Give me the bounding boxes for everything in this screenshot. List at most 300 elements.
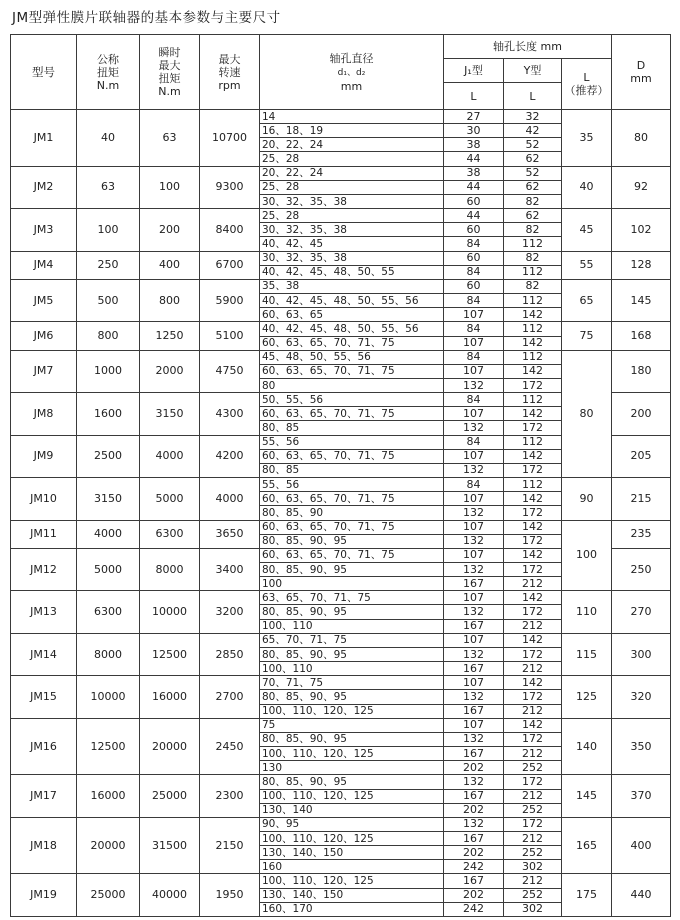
nominal-torque-cell: 100: [77, 209, 140, 251]
max-speed-cell: 10700: [200, 110, 260, 167]
bore-diameter-cell: 20、22、24: [260, 138, 444, 152]
nominal-torque-cell: 16000: [77, 775, 140, 817]
table-row: [11, 322, 671, 336]
y-length-cell: 212: [504, 577, 562, 591]
y-length-cell: 172: [504, 732, 562, 746]
j-length-cell: 84: [444, 393, 504, 407]
j-length-cell: 202: [444, 888, 504, 902]
y-length-cell: 62: [504, 180, 562, 194]
max-speed-cell: 4750: [200, 350, 260, 392]
nominal-torque-cell: 10000: [77, 676, 140, 718]
model-cell: JM13: [11, 591, 77, 633]
header-nominal-torque: 公称 扭矩 N.m: [77, 35, 140, 110]
d-cell: 250: [612, 548, 671, 590]
bore-diameter-cell: 80、85、90、95: [260, 732, 444, 746]
y-length-cell: 82: [504, 194, 562, 208]
j-length-cell: 132: [444, 817, 504, 831]
j-length-cell: 167: [444, 874, 504, 888]
max-speed-cell: 6700: [200, 251, 260, 279]
y-length-cell: 142: [504, 492, 562, 506]
bore-diameter-cell: 60、63、65、70、71、75: [260, 520, 444, 534]
table-row: [11, 633, 671, 647]
l-recommended-cell: 45: [562, 209, 612, 251]
table-row: [11, 209, 671, 223]
bore-diameter-cell: 55、56: [260, 478, 444, 492]
bore-diameter-cell: 80、85、90、95: [260, 690, 444, 704]
max-speed-cell: 2700: [200, 676, 260, 718]
model-cell: JM5: [11, 279, 77, 321]
j-length-cell: 202: [444, 846, 504, 860]
model-cell: JM19: [11, 874, 77, 916]
bore-diameter-cell: 100: [260, 577, 444, 591]
d-cell: 235: [612, 520, 671, 548]
bore-diameter-cell: 63、65、70、71、75: [260, 591, 444, 605]
l-recommended-cell: 115: [562, 633, 612, 675]
max-speed-cell: 8400: [200, 209, 260, 251]
j-length-cell: 107: [444, 676, 504, 690]
j-length-cell: 107: [444, 718, 504, 732]
l-recommended-cell: 145: [562, 775, 612, 817]
max-speed-cell: 2450: [200, 718, 260, 775]
bore-diameter-cell: 100、110: [260, 619, 444, 633]
table-row: [11, 350, 671, 364]
y-length-cell: 62: [504, 209, 562, 223]
j-length-cell: 202: [444, 803, 504, 817]
j-length-cell: 132: [444, 421, 504, 435]
y-length-cell: 52: [504, 166, 562, 180]
j-length-cell: 132: [444, 463, 504, 477]
d-cell: 102: [612, 209, 671, 251]
nominal-torque-cell: 40: [77, 110, 140, 167]
model-cell: JM3: [11, 209, 77, 251]
peak-torque-cell: 3150: [140, 393, 200, 435]
nominal-torque-cell: 20000: [77, 817, 140, 874]
bore-diameter-cell: 100、110、120、125: [260, 704, 444, 718]
table-row: [11, 166, 671, 180]
y-length-cell: 112: [504, 435, 562, 449]
j-length-cell: 44: [444, 180, 504, 194]
bore-diameter-cell: 20、22、24: [260, 166, 444, 180]
bore-diameter-cell: 30、32、35、38: [260, 251, 444, 265]
max-speed-cell: 4200: [200, 435, 260, 477]
model-cell: JM7: [11, 350, 77, 392]
peak-torque-cell: 63: [140, 110, 200, 167]
header-l-recommended: L （推荐）: [562, 59, 612, 110]
j-length-cell: 107: [444, 520, 504, 534]
l-recommended-cell: 100: [562, 520, 612, 591]
nominal-torque-cell: 2500: [77, 435, 140, 477]
l-recommended-cell: 55: [562, 251, 612, 279]
j-length-cell: 84: [444, 294, 504, 308]
l-recommended-cell: 90: [562, 478, 612, 520]
model-cell: JM9: [11, 435, 77, 477]
d-cell: 370: [612, 775, 671, 817]
peak-torque-cell: 1250: [140, 322, 200, 350]
bore-diameter-cell: 40、42、45、48、50、55: [260, 265, 444, 279]
y-length-cell: 172: [504, 817, 562, 831]
y-length-cell: 252: [504, 761, 562, 775]
model-cell: JM11: [11, 520, 77, 548]
nominal-torque-cell: 800: [77, 322, 140, 350]
table-row: [11, 110, 671, 124]
j-length-cell: 60: [444, 223, 504, 237]
bore-diameter-cell: 100、110、120、125: [260, 831, 444, 845]
l-recommended-cell: 75: [562, 322, 612, 350]
table-row: [11, 478, 671, 492]
j-length-cell: 60: [444, 194, 504, 208]
y-length-cell: 212: [504, 874, 562, 888]
nominal-torque-cell: 5000: [77, 548, 140, 590]
max-speed-cell: 2300: [200, 775, 260, 817]
bore-diameter-cell: 40、42、45: [260, 237, 444, 251]
nominal-torque-cell: 63: [77, 166, 140, 208]
bore-diameter-cell: 80: [260, 378, 444, 392]
peak-torque-cell: 200: [140, 209, 200, 251]
j-length-cell: 84: [444, 435, 504, 449]
bore-diameter-cell: 60、63、65、70、71、75: [260, 492, 444, 506]
y-length-cell: 302: [504, 902, 562, 916]
bore-diameter-cell: 130、140: [260, 803, 444, 817]
max-speed-cell: 2150: [200, 817, 260, 874]
bore-diameter-cell: 130、140、150: [260, 888, 444, 902]
model-cell: JM16: [11, 718, 77, 775]
bore-diameter-cell: 30、32、35、38: [260, 223, 444, 237]
y-length-cell: 212: [504, 619, 562, 633]
max-speed-cell: 3200: [200, 591, 260, 633]
header-y-l: L: [504, 83, 562, 110]
bore-diameter-cell: 100、110: [260, 662, 444, 676]
model-cell: JM15: [11, 676, 77, 718]
bore-diameter-cell: 60、63、65、70、71、75: [260, 407, 444, 421]
d-cell: 128: [612, 251, 671, 279]
j-length-cell: 132: [444, 506, 504, 520]
y-length-cell: 142: [504, 364, 562, 378]
bore-diameter-cell: 25、28: [260, 209, 444, 223]
j-length-cell: 242: [444, 902, 504, 916]
y-length-cell: 212: [504, 789, 562, 803]
j-length-cell: 132: [444, 690, 504, 704]
j-length-cell: 132: [444, 563, 504, 577]
j-length-cell: 132: [444, 775, 504, 789]
y-length-cell: 112: [504, 322, 562, 336]
parameters-table: [10, 34, 671, 917]
peak-torque-cell: 40000: [140, 874, 200, 916]
model-cell: JM18: [11, 817, 77, 874]
max-speed-cell: 5100: [200, 322, 260, 350]
j-length-cell: 107: [444, 548, 504, 562]
y-length-cell: 172: [504, 605, 562, 619]
l-recommended-cell: 40: [562, 166, 612, 208]
y-length-cell: 142: [504, 407, 562, 421]
header-shaft-length: 轴孔长度 mm: [444, 35, 612, 59]
d-cell: 168: [612, 322, 671, 350]
bore-diameter-cell: 25、28: [260, 180, 444, 194]
y-length-cell: 142: [504, 676, 562, 690]
d-cell: 215: [612, 478, 671, 520]
peak-torque-cell: 8000: [140, 548, 200, 590]
j-length-cell: 60: [444, 279, 504, 293]
nominal-torque-cell: 25000: [77, 874, 140, 916]
peak-torque-cell: 25000: [140, 775, 200, 817]
nominal-torque-cell: 8000: [77, 633, 140, 675]
peak-torque-cell: 800: [140, 279, 200, 321]
table-row: [11, 591, 671, 605]
y-length-cell: 252: [504, 888, 562, 902]
bore-diameter-cell: 80、85、90、95: [260, 647, 444, 661]
bore-diameter-cell: 16、18、19: [260, 124, 444, 138]
peak-torque-cell: 31500: [140, 817, 200, 874]
bore-diameter-cell: 80、85: [260, 463, 444, 477]
nominal-torque-cell: 500: [77, 279, 140, 321]
j-length-cell: 202: [444, 761, 504, 775]
j-length-cell: 167: [444, 747, 504, 761]
model-cell: JM8: [11, 393, 77, 435]
bore-diameter-cell: 90、95: [260, 817, 444, 831]
d-cell: 205: [612, 435, 671, 477]
peak-torque-cell: 2000: [140, 350, 200, 392]
bore-diameter-cell: 160: [260, 860, 444, 874]
j-length-cell: 242: [444, 860, 504, 874]
j-length-cell: 38: [444, 138, 504, 152]
y-length-cell: 142: [504, 449, 562, 463]
y-length-cell: 172: [504, 421, 562, 435]
bore-diameter-cell: 70、71、75: [260, 676, 444, 690]
max-speed-cell: 5900: [200, 279, 260, 321]
j-length-cell: 167: [444, 662, 504, 676]
peak-torque-cell: 10000: [140, 591, 200, 633]
model-cell: JM2: [11, 166, 77, 208]
header-model: 型号: [11, 35, 77, 110]
y-length-cell: 172: [504, 647, 562, 661]
y-length-cell: 142: [504, 718, 562, 732]
j-length-cell: 107: [444, 407, 504, 421]
peak-torque-cell: 400: [140, 251, 200, 279]
header-peak-torque: 瞬时 最大 扭矩 N.m: [140, 35, 200, 110]
nominal-torque-cell: 6300: [77, 591, 140, 633]
j-length-cell: 44: [444, 209, 504, 223]
y-length-cell: 112: [504, 237, 562, 251]
page-title: JM型弹性膜片联轴器的基本参数与主要尺寸: [12, 10, 281, 26]
l-recommended-cell: 80: [562, 350, 612, 477]
model-cell: JM14: [11, 633, 77, 675]
bore-diameter-cell: 65、70、71、75: [260, 633, 444, 647]
j-length-cell: 84: [444, 322, 504, 336]
nominal-torque-cell: 250: [77, 251, 140, 279]
y-length-cell: 62: [504, 152, 562, 166]
table-row: [11, 874, 671, 888]
bore-diameter-cell: 100、110、120、125: [260, 874, 444, 888]
y-length-cell: 32: [504, 110, 562, 124]
model-cell: JM4: [11, 251, 77, 279]
peak-torque-cell: 4000: [140, 435, 200, 477]
bore-diameter-cell: 130: [260, 761, 444, 775]
bore-diameter-cell: 60、63、65、70、71、75: [260, 336, 444, 350]
peak-torque-cell: 100: [140, 166, 200, 208]
peak-torque-cell: 6300: [140, 520, 200, 548]
bore-diameter-cell: 50、55、56: [260, 393, 444, 407]
l-recommended-cell: 175: [562, 874, 612, 916]
j-length-cell: 107: [444, 633, 504, 647]
max-speed-cell: 4000: [200, 478, 260, 520]
nominal-torque-cell: 4000: [77, 520, 140, 548]
j-length-cell: 44: [444, 152, 504, 166]
l-recommended-cell: 125: [562, 676, 612, 718]
y-length-cell: 142: [504, 336, 562, 350]
peak-torque-cell: 20000: [140, 718, 200, 775]
nominal-torque-cell: 3150: [77, 478, 140, 520]
d-cell: 270: [612, 591, 671, 633]
j-length-cell: 38: [444, 166, 504, 180]
l-recommended-cell: 35: [562, 110, 612, 167]
y-length-cell: 112: [504, 294, 562, 308]
bore-diameter-cell: 55、56: [260, 435, 444, 449]
bore-diameter-cell: 80、85: [260, 421, 444, 435]
y-length-cell: 112: [504, 350, 562, 364]
y-length-cell: 142: [504, 520, 562, 534]
bore-diameter-cell: 80、85、90、95: [260, 775, 444, 789]
nominal-torque-cell: 1600: [77, 393, 140, 435]
l-recommended-cell: 140: [562, 718, 612, 775]
j-length-cell: 27: [444, 110, 504, 124]
bore-diameter-cell: 160、170: [260, 902, 444, 916]
max-speed-cell: 2850: [200, 633, 260, 675]
max-speed-cell: 1950: [200, 874, 260, 916]
bore-diameter-cell: 130、140、150: [260, 846, 444, 860]
header-max-speed: 最大 转速 rpm: [200, 35, 260, 110]
d-cell: 440: [612, 874, 671, 916]
table-row: [11, 251, 671, 265]
table-row: [11, 718, 671, 732]
max-speed-cell: 4300: [200, 393, 260, 435]
y-length-cell: 212: [504, 831, 562, 845]
j-length-cell: 84: [444, 237, 504, 251]
bore-diameter-cell: 40、42、45、48、50、55、56: [260, 322, 444, 336]
y-length-cell: 252: [504, 803, 562, 817]
j-length-cell: 107: [444, 336, 504, 350]
bore-diameter-cell: 40、42、45、48、50、55、56: [260, 294, 444, 308]
bore-diameter-cell: 45、48、50、55、56: [260, 350, 444, 364]
l-recommended-cell: 165: [562, 817, 612, 874]
d-cell: 350: [612, 718, 671, 775]
bore-diameter-cell: 60、63、65、70、71、75: [260, 364, 444, 378]
j-length-cell: 132: [444, 605, 504, 619]
y-length-cell: 252: [504, 846, 562, 860]
y-length-cell: 172: [504, 378, 562, 392]
y-length-cell: 172: [504, 463, 562, 477]
table-row: [11, 520, 671, 534]
j-length-cell: 167: [444, 619, 504, 633]
header-bore-diameter: 轴孔直径 d₁、d₂ mm: [260, 35, 444, 110]
l-recommended-cell: 110: [562, 591, 612, 633]
bore-diameter-cell: 30、32、35、38: [260, 194, 444, 208]
header-d: D mm: [612, 35, 671, 110]
header-j-type: J₁型: [444, 59, 504, 83]
model-cell: JM17: [11, 775, 77, 817]
y-length-cell: 172: [504, 775, 562, 789]
j-length-cell: 132: [444, 647, 504, 661]
nominal-torque-cell: 1000: [77, 350, 140, 392]
d-cell: 200: [612, 393, 671, 435]
y-length-cell: 112: [504, 265, 562, 279]
bore-diameter-cell: 80、85、90、95: [260, 563, 444, 577]
j-length-cell: 132: [444, 378, 504, 392]
bore-diameter-cell: 100、110、120、125: [260, 747, 444, 761]
peak-torque-cell: 5000: [140, 478, 200, 520]
j-length-cell: 167: [444, 704, 504, 718]
bore-diameter-cell: 100、110、120、125: [260, 789, 444, 803]
nominal-torque-cell: 12500: [77, 718, 140, 775]
table-row: [11, 775, 671, 789]
bore-diameter-cell: 35、38: [260, 279, 444, 293]
y-length-cell: 82: [504, 251, 562, 265]
max-speed-cell: 3650: [200, 520, 260, 548]
y-length-cell: 212: [504, 662, 562, 676]
y-length-cell: 112: [504, 478, 562, 492]
d-cell: 300: [612, 633, 671, 675]
max-speed-cell: 3400: [200, 548, 260, 590]
table-row: [11, 817, 671, 831]
d-cell: 80: [612, 110, 671, 167]
header-j-l: L: [444, 83, 504, 110]
y-length-cell: 172: [504, 563, 562, 577]
y-length-cell: 142: [504, 308, 562, 322]
j-length-cell: 107: [444, 308, 504, 322]
j-length-cell: 167: [444, 789, 504, 803]
peak-torque-cell: 16000: [140, 676, 200, 718]
j-length-cell: 30: [444, 124, 504, 138]
y-length-cell: 172: [504, 506, 562, 520]
model-cell: JM10: [11, 478, 77, 520]
model-cell: JM6: [11, 322, 77, 350]
bore-diameter-cell: 60、63、65、70、71、75: [260, 548, 444, 562]
y-length-cell: 112: [504, 393, 562, 407]
j-length-cell: 167: [444, 577, 504, 591]
j-length-cell: 132: [444, 732, 504, 746]
bore-diameter-cell: 14: [260, 110, 444, 124]
d-cell: 92: [612, 166, 671, 208]
y-length-cell: 172: [504, 534, 562, 548]
j-length-cell: 107: [444, 449, 504, 463]
max-speed-cell: 9300: [200, 166, 260, 208]
y-length-cell: 142: [504, 591, 562, 605]
j-length-cell: 60: [444, 251, 504, 265]
bore-diameter-cell: 60、63、65、70、71、75: [260, 449, 444, 463]
j-length-cell: 84: [444, 265, 504, 279]
d-cell: 320: [612, 676, 671, 718]
j-length-cell: 84: [444, 350, 504, 364]
y-length-cell: 212: [504, 747, 562, 761]
bore-diameter-cell: 75: [260, 718, 444, 732]
l-recommended-cell: 65: [562, 279, 612, 321]
y-length-cell: 42: [504, 124, 562, 138]
d-cell: 180: [612, 350, 671, 392]
model-cell: JM1: [11, 110, 77, 167]
j-length-cell: 107: [444, 364, 504, 378]
y-length-cell: 142: [504, 633, 562, 647]
y-length-cell: 212: [504, 704, 562, 718]
d-cell: 145: [612, 279, 671, 321]
bore-diameter-cell: 80、85、90: [260, 506, 444, 520]
j-length-cell: 132: [444, 534, 504, 548]
header-y-type: Y型: [504, 59, 562, 83]
y-length-cell: 302: [504, 860, 562, 874]
y-length-cell: 172: [504, 690, 562, 704]
table-row: [11, 279, 671, 293]
table-row: [11, 676, 671, 690]
y-length-cell: 82: [504, 279, 562, 293]
j-length-cell: 107: [444, 591, 504, 605]
j-length-cell: 167: [444, 831, 504, 845]
